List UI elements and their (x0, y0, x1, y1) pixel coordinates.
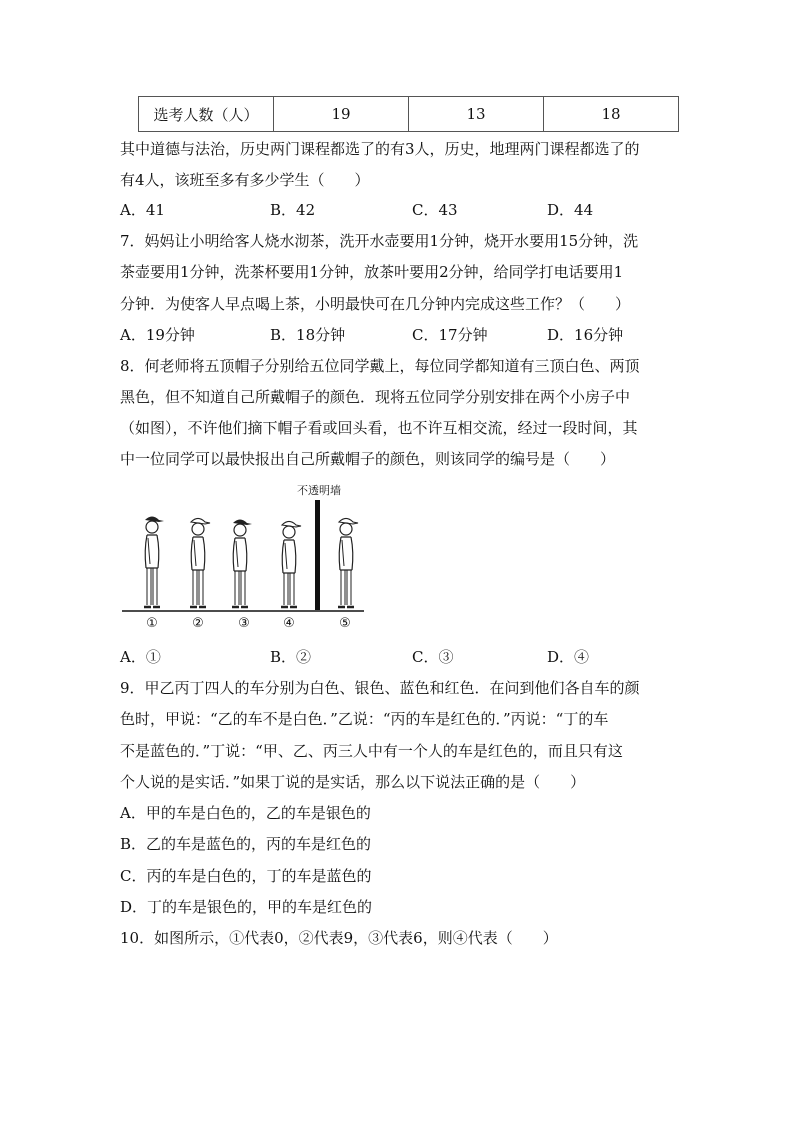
q8-text-line: 8．何老师将五顶帽子分别给五位同学戴上，每位同学都知道有三顶白色、两顶 (120, 357, 640, 375)
q7-option-c: C．17分钟 (412, 326, 488, 344)
q10-text-line: 10．如图所示，①代表0，②代表9，③代表6，则④代表（ ） (120, 929, 558, 947)
student-figure-3 (232, 520, 252, 608)
table-row (139, 97, 679, 132)
q7-option-a: A．19分钟 (120, 326, 195, 344)
q6-option-b: B．42 (270, 201, 316, 219)
q9-text-line: 不是蓝色的．”丁说：“甲、乙、丙三人中有一个人的车是红色的，而且只有这 (120, 742, 623, 760)
wall-label: 不透明墙 (297, 484, 341, 497)
table-cell: 19 (274, 97, 409, 132)
q7-text-line: 茶壶要用1分钟，洗茶杯要用1分钟，放茶叶要用2分钟，给同学打电话要用1 (120, 263, 624, 281)
q6-option-a: A．41 (120, 201, 165, 219)
q8-text-line: 黑色，但不知道自己所戴帽子的颜色．现将五位同学分别安排在两个小房子中 (120, 388, 631, 406)
q7-text-line: 7．妈妈让小明给客人烧水沏茶，洗开水壶要用1分钟，烧开水要用15分钟，洗 (120, 232, 639, 250)
q8-text-line: 中一位同学可以最快报出自己所戴帽子的颜色，则该同学的编号是（ ） (120, 450, 616, 468)
q8-option-d: D．④ (547, 648, 590, 666)
q9-text-line: 个人说的是实话．”如果丁说的是实话，那么以下说法正确的是（ ） (120, 773, 586, 791)
q8-option-b: B．② (270, 648, 312, 666)
q8-text-line: （如图），不许他们摘下帽子看或回头看，也不许互相交流，经过一段时间，其 (120, 419, 638, 437)
student-figure-2 (190, 519, 210, 608)
table-cell: 18 (544, 97, 679, 132)
table-cell: 13 (409, 97, 544, 132)
q6-option-d: D．44 (547, 201, 594, 219)
hat-students-figure (118, 480, 378, 635)
student-number-5: ⑤ (339, 616, 351, 631)
table-row-label: 选考人数（人） (139, 97, 274, 132)
q9-option-a: A．甲的车是白色的，乙的车是银色的 (120, 804, 371, 822)
q6-text-line: 其中道德与法治，历史两门课程都选了的有3人，历史，地理两门课程都选了的 (120, 140, 640, 158)
student-number-4: ④ (283, 616, 295, 631)
q8-option-c: C．③ (412, 648, 454, 666)
opaque-wall (315, 500, 320, 610)
q7-option-b: B．18分钟 (270, 326, 346, 344)
q9-option-b: B．乙的车是蓝色的，丙的车是红色的 (120, 835, 372, 853)
q6-option-c: C．43 (412, 201, 458, 219)
q9-text-line: 色时，甲说：“乙的车不是白色．”乙说：“丙的车是红色的．”丙说：“丁的车 (120, 710, 609, 728)
student-number-1: ① (146, 616, 158, 631)
q9-option-c: C．丙的车是白色的，丁的车是蓝色的 (120, 867, 372, 885)
q7-text-line: 分钟．为使客人早点喝上茶，小明最快可在几分钟内完成这些工作？（ ） (120, 295, 631, 313)
student-figure-4 (281, 522, 301, 608)
student-figure-5 (338, 519, 358, 608)
student-number-3: ③ (238, 616, 250, 631)
student-number-2: ② (192, 616, 204, 631)
q8-option-a: A．① (120, 648, 161, 666)
q9-option-d: D．丁的车是银色的，甲的车是红色的 (120, 898, 373, 916)
elective-count-table (138, 96, 679, 132)
q7-option-d: D．16分钟 (547, 326, 624, 344)
q6-text-line: 有4人，该班至多有多少学生（ ） (120, 171, 370, 189)
q9-text-line: 9．甲乙丙丁四人的车分别为白色、银色、蓝色和红色．在问到他们各自车的颜 (120, 679, 640, 697)
student-figure-1 (144, 517, 164, 608)
